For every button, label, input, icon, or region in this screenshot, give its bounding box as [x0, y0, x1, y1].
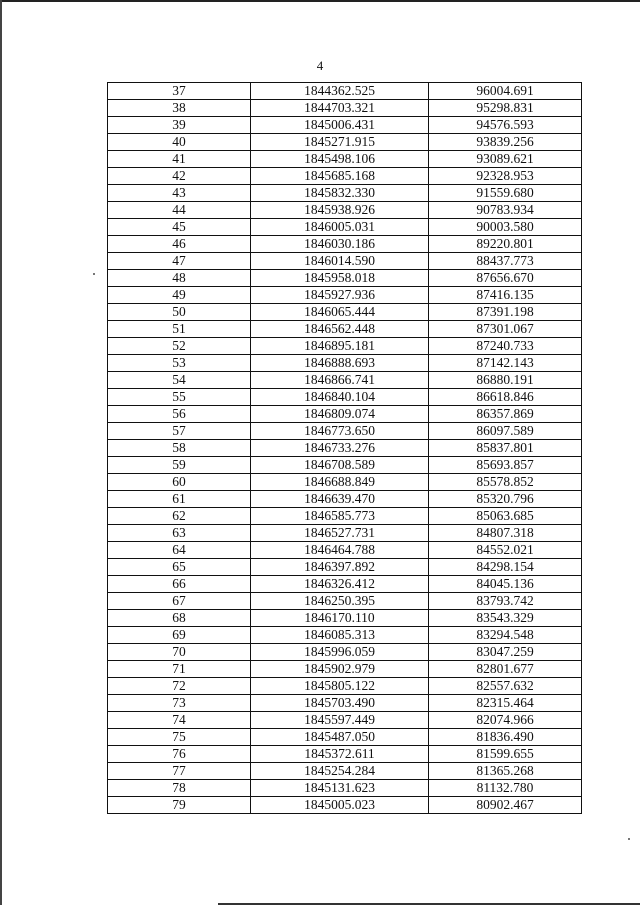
y-coordinate-cell: 96004.691 — [429, 83, 582, 100]
table-row — [108, 780, 582, 797]
point-number-cell: 49 — [108, 287, 251, 304]
y-coordinate-cell: 90783.934 — [429, 202, 582, 219]
y-coordinate-cell: 91559.680 — [429, 185, 582, 202]
point-number-cell: 54 — [108, 372, 251, 389]
x-coordinate-cell: 1846464.788 — [251, 542, 429, 559]
table-row — [108, 321, 582, 338]
table-row — [108, 253, 582, 270]
table-row — [108, 542, 582, 559]
x-coordinate-cell: 1846733.276 — [251, 440, 429, 457]
y-coordinate-cell: 81365.268 — [429, 763, 582, 780]
table-row — [108, 355, 582, 372]
table-row — [108, 593, 582, 610]
table-row — [108, 474, 582, 491]
y-coordinate-cell: 94576.593 — [429, 117, 582, 134]
y-coordinate-cell: 84807.318 — [429, 525, 582, 542]
y-coordinate-cell: 90003.580 — [429, 219, 582, 236]
x-coordinate-cell: 1844703.321 — [251, 100, 429, 117]
x-coordinate-cell: 1846639.470 — [251, 491, 429, 508]
x-coordinate-cell: 1846888.693 — [251, 355, 429, 372]
y-coordinate-cell: 87142.143 — [429, 355, 582, 372]
point-number-cell: 55 — [108, 389, 251, 406]
x-coordinate-cell: 1845131.623 — [251, 780, 429, 797]
point-number-cell: 40 — [108, 134, 251, 151]
y-coordinate-cell: 83543.329 — [429, 610, 582, 627]
x-coordinate-cell: 1845938.926 — [251, 202, 429, 219]
x-coordinate-cell: 1845271.915 — [251, 134, 429, 151]
point-number-cell: 50 — [108, 304, 251, 321]
table-row — [108, 610, 582, 627]
y-coordinate-cell: 85837.801 — [429, 440, 582, 457]
y-coordinate-cell: 83793.742 — [429, 593, 582, 610]
y-coordinate-cell: 88437.773 — [429, 253, 582, 270]
x-coordinate-cell: 1846085.313 — [251, 627, 429, 644]
point-number-cell: 38 — [108, 100, 251, 117]
x-coordinate-cell: 1846562.448 — [251, 321, 429, 338]
point-number-cell: 64 — [108, 542, 251, 559]
table-row — [108, 695, 582, 712]
x-coordinate-cell: 1845996.059 — [251, 644, 429, 661]
point-number-cell: 60 — [108, 474, 251, 491]
point-number-cell: 67 — [108, 593, 251, 610]
table-row — [108, 304, 582, 321]
table-row — [108, 763, 582, 780]
table-row — [108, 83, 582, 100]
y-coordinate-cell: 83294.548 — [429, 627, 582, 644]
y-coordinate-cell: 83047.259 — [429, 644, 582, 661]
x-coordinate-cell: 1845685.168 — [251, 168, 429, 185]
table-row — [108, 525, 582, 542]
x-coordinate-cell: 1845005.023 — [251, 797, 429, 814]
point-number-cell: 51 — [108, 321, 251, 338]
y-coordinate-cell: 85578.852 — [429, 474, 582, 491]
scan-edge-left — [0, 0, 2, 905]
table-row — [108, 236, 582, 253]
x-coordinate-cell: 1846326.412 — [251, 576, 429, 593]
x-coordinate-cell: 1846895.181 — [251, 338, 429, 355]
table-row — [108, 406, 582, 423]
table-row — [108, 729, 582, 746]
point-number-cell: 75 — [108, 729, 251, 746]
point-number-cell: 76 — [108, 746, 251, 763]
y-coordinate-cell: 81836.490 — [429, 729, 582, 746]
table-row — [108, 457, 582, 474]
page-number: 4 — [316, 58, 324, 73]
point-number-cell: 73 — [108, 695, 251, 712]
point-number-cell: 37 — [108, 83, 251, 100]
point-number-cell: 79 — [108, 797, 251, 814]
point-number-cell: 58 — [108, 440, 251, 457]
point-number-cell: 71 — [108, 661, 251, 678]
table-row — [108, 219, 582, 236]
y-coordinate-cell: 93089.621 — [429, 151, 582, 168]
table-row — [108, 423, 582, 440]
y-coordinate-cell: 86097.589 — [429, 423, 582, 440]
y-coordinate-cell: 87391.198 — [429, 304, 582, 321]
point-number-cell: 57 — [108, 423, 251, 440]
table-row — [108, 134, 582, 151]
scan-edge-top — [0, 0, 640, 2]
point-number-cell: 53 — [108, 355, 251, 372]
point-number-cell: 41 — [108, 151, 251, 168]
y-coordinate-cell: 81599.655 — [429, 746, 582, 763]
x-coordinate-cell: 1846397.892 — [251, 559, 429, 576]
x-coordinate-cell: 1845372.611 — [251, 746, 429, 763]
point-number-cell: 59 — [108, 457, 251, 474]
point-number-cell: 68 — [108, 610, 251, 627]
x-coordinate-cell: 1846688.849 — [251, 474, 429, 491]
x-coordinate-cell: 1845703.490 — [251, 695, 429, 712]
y-coordinate-cell: 92328.953 — [429, 168, 582, 185]
point-number-cell: 62 — [108, 508, 251, 525]
table-row — [108, 661, 582, 678]
x-coordinate-cell: 1846809.074 — [251, 406, 429, 423]
point-number-cell: 70 — [108, 644, 251, 661]
x-coordinate-cell: 1845498.106 — [251, 151, 429, 168]
table-row — [108, 168, 582, 185]
table-row — [108, 100, 582, 117]
x-coordinate-cell: 1846065.444 — [251, 304, 429, 321]
point-number-cell: 78 — [108, 780, 251, 797]
point-number-cell: 52 — [108, 338, 251, 355]
table-row — [108, 440, 582, 457]
y-coordinate-cell: 84552.021 — [429, 542, 582, 559]
y-coordinate-cell: 89220.801 — [429, 236, 582, 253]
y-coordinate-cell: 87301.067 — [429, 321, 582, 338]
y-coordinate-cell: 87240.733 — [429, 338, 582, 355]
point-number-cell: 47 — [108, 253, 251, 270]
table-row — [108, 117, 582, 134]
point-number-cell: 46 — [108, 236, 251, 253]
point-number-cell: 42 — [108, 168, 251, 185]
table-row — [108, 287, 582, 304]
x-coordinate-cell: 1845805.122 — [251, 678, 429, 695]
table-row — [108, 389, 582, 406]
x-coordinate-cell: 1845487.050 — [251, 729, 429, 746]
x-coordinate-cell: 1846773.650 — [251, 423, 429, 440]
point-number-cell: 65 — [108, 559, 251, 576]
coordinates-table — [107, 82, 582, 814]
point-number-cell: 72 — [108, 678, 251, 695]
x-coordinate-cell: 1844362.525 — [251, 83, 429, 100]
y-coordinate-cell: 85063.685 — [429, 508, 582, 525]
table-row — [108, 338, 582, 355]
x-coordinate-cell: 1846014.590 — [251, 253, 429, 270]
table-row — [108, 202, 582, 219]
y-coordinate-cell: 80902.467 — [429, 797, 582, 814]
x-coordinate-cell: 1846840.104 — [251, 389, 429, 406]
table-row — [108, 559, 582, 576]
x-coordinate-cell: 1845902.979 — [251, 661, 429, 678]
table-row — [108, 678, 582, 695]
point-number-cell: 56 — [108, 406, 251, 423]
x-coordinate-cell: 1845958.018 — [251, 270, 429, 287]
table-row — [108, 627, 582, 644]
scan-speck — [93, 273, 95, 275]
table-row — [108, 576, 582, 593]
y-coordinate-cell: 85320.796 — [429, 491, 582, 508]
point-number-cell: 44 — [108, 202, 251, 219]
table-row — [108, 508, 582, 525]
table-row — [108, 746, 582, 763]
y-coordinate-cell: 82074.966 — [429, 712, 582, 729]
point-number-cell: 39 — [108, 117, 251, 134]
x-coordinate-cell: 1846250.395 — [251, 593, 429, 610]
y-coordinate-cell: 86357.869 — [429, 406, 582, 423]
table-row — [108, 797, 582, 814]
x-coordinate-cell: 1846585.773 — [251, 508, 429, 525]
y-coordinate-cell: 86618.846 — [429, 389, 582, 406]
x-coordinate-cell: 1845832.330 — [251, 185, 429, 202]
y-coordinate-cell: 87656.670 — [429, 270, 582, 287]
x-coordinate-cell: 1845254.284 — [251, 763, 429, 780]
y-coordinate-cell: 84298.154 — [429, 559, 582, 576]
y-coordinate-cell: 82557.632 — [429, 678, 582, 695]
x-coordinate-cell: 1846030.186 — [251, 236, 429, 253]
x-coordinate-cell: 1846170.110 — [251, 610, 429, 627]
y-coordinate-cell: 81132.780 — [429, 780, 582, 797]
point-number-cell: 69 — [108, 627, 251, 644]
point-number-cell: 66 — [108, 576, 251, 593]
point-number-cell: 45 — [108, 219, 251, 236]
y-coordinate-cell: 93839.256 — [429, 134, 582, 151]
x-coordinate-cell: 1846527.731 — [251, 525, 429, 542]
point-number-cell: 63 — [108, 525, 251, 542]
y-coordinate-cell: 82801.677 — [429, 661, 582, 678]
point-number-cell: 48 — [108, 270, 251, 287]
point-number-cell: 77 — [108, 763, 251, 780]
y-coordinate-cell: 87416.135 — [429, 287, 582, 304]
table-row — [108, 491, 582, 508]
point-number-cell: 74 — [108, 712, 251, 729]
scan-speck — [628, 838, 630, 840]
y-coordinate-cell: 85693.857 — [429, 457, 582, 474]
table-row — [108, 270, 582, 287]
x-coordinate-cell: 1846005.031 — [251, 219, 429, 236]
y-coordinate-cell: 95298.831 — [429, 100, 582, 117]
y-coordinate-cell: 84045.136 — [429, 576, 582, 593]
x-coordinate-cell: 1845006.431 — [251, 117, 429, 134]
x-coordinate-cell: 1845597.449 — [251, 712, 429, 729]
table-row — [108, 185, 582, 202]
table-row — [108, 372, 582, 389]
coordinates-table-body — [108, 83, 582, 814]
y-coordinate-cell: 86880.191 — [429, 372, 582, 389]
x-coordinate-cell: 1846866.741 — [251, 372, 429, 389]
table-row — [108, 644, 582, 661]
x-coordinate-cell: 1845927.936 — [251, 287, 429, 304]
x-coordinate-cell: 1846708.589 — [251, 457, 429, 474]
table-row — [108, 151, 582, 168]
table-row — [108, 712, 582, 729]
point-number-cell: 61 — [108, 491, 251, 508]
point-number-cell: 43 — [108, 185, 251, 202]
y-coordinate-cell: 82315.464 — [429, 695, 582, 712]
